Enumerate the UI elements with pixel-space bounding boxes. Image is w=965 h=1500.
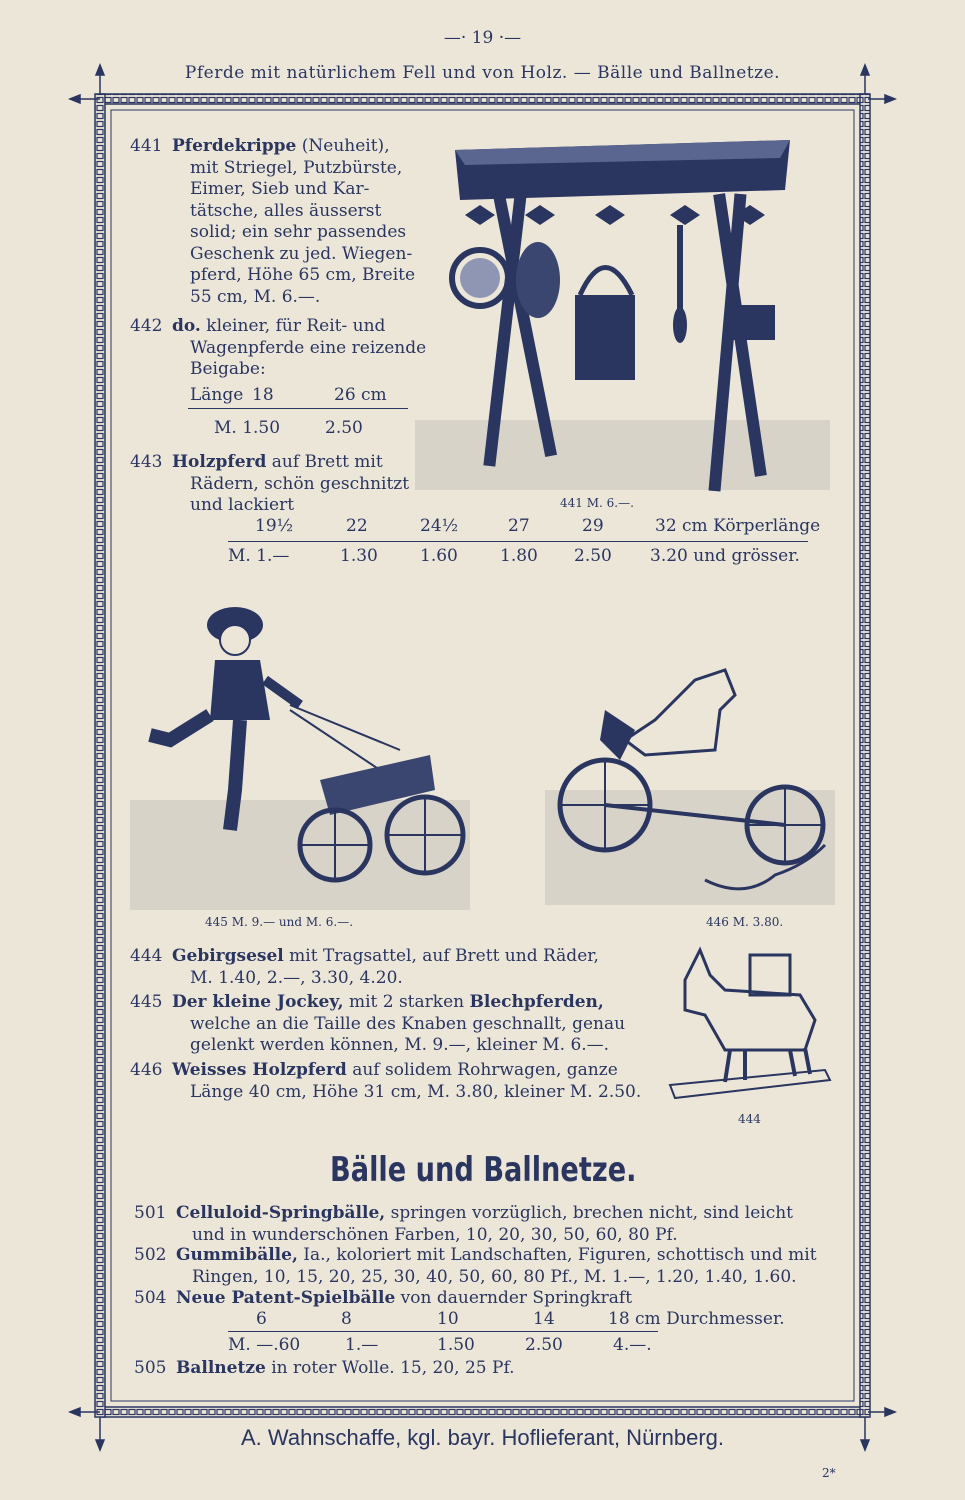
size-value: 24½ bbox=[420, 516, 459, 536]
price-value: M. —.60 bbox=[228, 1335, 301, 1355]
item-name: Holzpferd bbox=[172, 452, 267, 472]
size-value: 18 cm Durchmesser. bbox=[608, 1309, 785, 1329]
size-value: 18 bbox=[252, 385, 274, 405]
table-rule bbox=[228, 1331, 658, 1332]
item-text: 55 cm, M. 6.—. bbox=[190, 286, 321, 307]
price-value: 4.—. bbox=[613, 1335, 652, 1355]
price-value: 3.20 und grösser. bbox=[650, 546, 800, 566]
item-text: Länge 40 cm, Höhe 31 cm, M. 3.80, kleiner M. 2.50. bbox=[190, 1081, 642, 1102]
item-text: mit Tragsattel, auf Brett und Räder, bbox=[283, 946, 599, 966]
size-value: 29 bbox=[582, 516, 604, 536]
running-title: Pferde mit natürlichem Fell und von Holz. — Bälle und Ballnetze. bbox=[184, 63, 781, 83]
item-number: 442 bbox=[130, 316, 163, 336]
item-name: Ballnetze bbox=[176, 1358, 266, 1378]
item-number: 443 bbox=[130, 452, 163, 472]
item-number: 446 bbox=[130, 1060, 163, 1080]
size-value: 32 cm Körperlänge bbox=[655, 516, 821, 536]
item-text: Ia., koloriert mit Landschaften, Figuren, schottisch und mit bbox=[297, 1245, 817, 1265]
section-heading: Bälle und Ballnetze. bbox=[330, 1150, 637, 1190]
table-rule bbox=[188, 408, 408, 409]
price-value: 2.50 bbox=[525, 1335, 563, 1355]
item-text: solid; ein sehr passendes bbox=[190, 222, 407, 242]
item-name: Pferdekrippe bbox=[172, 136, 297, 156]
item-501 bbox=[134, 1203, 793, 1246]
item-text: auf solidem Rohrwagen, ganze bbox=[346, 1060, 618, 1080]
page-number: —· 19 ·— bbox=[443, 28, 522, 48]
size-value: 10 bbox=[437, 1309, 459, 1329]
item-name: Der kleine Jockey, bbox=[172, 992, 344, 1012]
signature-mark: 2* bbox=[822, 1466, 836, 1480]
item-name: Gummibälle, bbox=[176, 1245, 298, 1265]
size-value: 27 bbox=[508, 516, 530, 536]
item-number: 504 bbox=[134, 1288, 167, 1308]
item-441 bbox=[130, 136, 415, 308]
donkey-illustration bbox=[665, 940, 835, 1105]
item-text: auf Brett mit bbox=[266, 452, 383, 472]
item-text: welche an die Taille des Knaben geschnallt, genau bbox=[190, 1013, 626, 1034]
item-502 bbox=[134, 1245, 817, 1288]
item-name: do. bbox=[172, 316, 201, 336]
item-text: mit 2 starken bbox=[343, 992, 470, 1012]
caption-446: 446 M. 3.80. bbox=[706, 915, 784, 929]
item-name: Celluloid-Springbälle, bbox=[176, 1203, 386, 1223]
item-number: 441 bbox=[130, 136, 163, 156]
item-text: springen vorzüglich, brechen nicht, sind leicht bbox=[385, 1203, 794, 1223]
item-442 bbox=[130, 316, 426, 381]
item-number: 444 bbox=[130, 946, 163, 966]
item-505 bbox=[134, 1358, 515, 1380]
size-value: 19½ bbox=[255, 516, 294, 536]
size-label: Länge bbox=[190, 385, 244, 405]
item-446 bbox=[130, 1060, 641, 1103]
item-text: gelenkt werden können, M. 9.—, kleiner M. 6.—. bbox=[190, 1035, 610, 1055]
item-text: pferd, Höhe 65 cm, Breite bbox=[190, 265, 416, 285]
item-text: Eimer, Sieb und Kar- bbox=[190, 179, 370, 199]
item-name: Weisses Holzpferd bbox=[172, 1060, 347, 1080]
item-text: in roter Wolle. 15, 20, 25 Pf. bbox=[265, 1358, 515, 1378]
jockey-illustration bbox=[130, 590, 470, 915]
item-text: Wagenpferde eine reizende bbox=[190, 337, 427, 358]
item-number: 505 bbox=[134, 1358, 167, 1378]
price-value: 1.80 bbox=[500, 546, 538, 566]
size-value: 22 bbox=[346, 516, 368, 536]
item-text: tätsche, alles äusserst bbox=[190, 200, 382, 221]
item-text: Geschenk zu jed. Wiegen- bbox=[190, 243, 413, 264]
price-value: 2.50 bbox=[325, 418, 363, 438]
price-value: 1.— bbox=[345, 1335, 379, 1355]
item-number: 445 bbox=[130, 992, 163, 1012]
item-text: Ringen, 10, 15, 20, 25, 30, 40, 50, 60, 80 Pf., M. 1.—, 1.20, 1.40, 1.60. bbox=[192, 1266, 797, 1287]
item-text: M. 1.40, 2.—, 3.30, 4.20. bbox=[190, 967, 403, 988]
table-rule bbox=[228, 541, 808, 542]
item-444 bbox=[130, 946, 599, 989]
item-text: kleiner, für Reit- und bbox=[200, 316, 386, 336]
size-value: 14 bbox=[533, 1309, 555, 1329]
price-value: 1.60 bbox=[420, 546, 458, 566]
price-value: 1.30 bbox=[340, 546, 378, 566]
item-text: Rädern, schön geschnitzt bbox=[190, 473, 410, 494]
caption-441: 441 M. 6.—. bbox=[560, 496, 634, 510]
size-value: 26 cm bbox=[334, 385, 387, 405]
price-value: M. 1.50 bbox=[214, 418, 281, 438]
caption-445: 445 M. 9.— und M. 6.—. bbox=[205, 915, 354, 929]
item-text: von dauernder Springkraft bbox=[395, 1288, 633, 1308]
price-value: 2.50 bbox=[574, 546, 612, 566]
item-445 bbox=[130, 992, 625, 1057]
size-value: 6 bbox=[256, 1309, 267, 1329]
item-text: Beigabe: bbox=[190, 359, 266, 379]
caption-444: 444 bbox=[738, 1112, 761, 1126]
price-value: 1.50 bbox=[437, 1335, 475, 1355]
item-504 bbox=[134, 1288, 632, 1310]
item-text: und lackiert bbox=[190, 495, 295, 515]
footer-imprint: A. Wahnschaffe, kgl. bayr. Hoflieferant, Nürnberg. bbox=[240, 1425, 725, 1450]
item-text: und in wunderschönen Farben, 10, 20, 30, 50, 60, 80 Pf. bbox=[192, 1224, 678, 1245]
size-value: 8 bbox=[341, 1309, 352, 1329]
price-value: M. 1.— bbox=[228, 546, 290, 566]
item-name: Gebirgsesel bbox=[172, 946, 284, 966]
horse-trough-illustration bbox=[410, 130, 835, 495]
item-text: Blechpferden, bbox=[469, 992, 604, 1012]
item-number: 502 bbox=[134, 1245, 167, 1265]
item-text: (Neuheit), bbox=[296, 136, 390, 156]
white-horse-cart-illustration bbox=[545, 650, 835, 910]
item-text: mit Striegel, Putzbürste, bbox=[190, 157, 403, 178]
item-number: 501 bbox=[134, 1203, 167, 1223]
item-443 bbox=[130, 452, 409, 517]
item-name: Neue Patent-Spielbälle bbox=[176, 1288, 396, 1308]
